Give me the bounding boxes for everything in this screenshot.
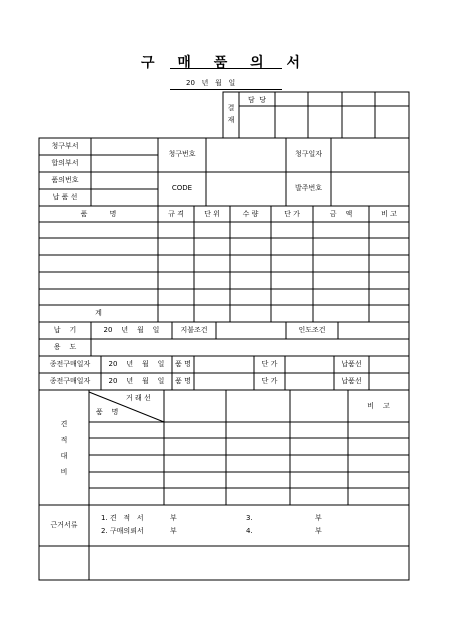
payment-terms-label: 지불조건	[180, 326, 208, 334]
deadline-value: 20 년 월 일	[103, 326, 160, 334]
header-spec: 규 격	[168, 210, 184, 218]
attachment-item: 2. 구매의뢰서	[101, 527, 144, 535]
item-name-header: 품 명	[96, 408, 119, 416]
prev-purchase-vendor-label: 납품선	[341, 360, 362, 368]
total-label: 계	[95, 309, 102, 317]
requesting-dept-label: 청구부서	[51, 142, 79, 150]
attachment-unit: 부	[170, 514, 177, 522]
request-date-label: 청구일자	[294, 150, 323, 158]
cooperating-dept-label: 합의부서	[51, 159, 79, 167]
prev-purchase-price-label: 단 가	[261, 377, 278, 385]
attachment-unit: 부	[315, 514, 322, 522]
attachment-item: 4.	[246, 527, 253, 535]
approval-role-label: 담 당	[248, 96, 266, 104]
quote-compare-side-label: 견 적 대 비	[60, 420, 68, 476]
order-no-label: 발주번호	[294, 184, 323, 192]
attachment-unit: 부	[170, 527, 177, 535]
prev-purchase-price-label: 단 가	[261, 360, 278, 368]
prev-purchase-vendor-label: 납품선	[341, 377, 362, 385]
vendor-header: 거 래 선	[126, 394, 151, 402]
date-line: 20 년 월 일	[186, 79, 236, 87]
approval-stamp-label: 결 재	[227, 104, 235, 124]
prev-purchase-date-label: 종전구매일자	[49, 360, 91, 368]
delivery-place-label: 납 품 선	[52, 193, 78, 201]
header-unit: 단 위	[204, 210, 220, 218]
prev-purchase-date-label: 종전구매일자	[49, 377, 91, 385]
prev-purchase-item-label: 품 명	[175, 377, 191, 385]
header-amount: 금 액	[329, 210, 353, 218]
prev-purchase-date-value: 20 년 월 일	[108, 360, 165, 368]
header-quantity: 수 량	[242, 210, 259, 218]
attachment-item: 3.	[246, 514, 253, 522]
document-title: 구 매 품 의 서	[140, 55, 310, 71]
code-label: CODE	[171, 184, 193, 192]
delivery-terms-label: 인도조건	[298, 326, 326, 334]
prev-purchase-item-label: 품 명	[175, 360, 191, 368]
purpose-label: 용 도	[53, 343, 77, 351]
proposal-no-label: 품의번호	[51, 176, 79, 184]
header-item-name: 품 명	[80, 210, 117, 218]
remarks-header: 비 고	[367, 402, 390, 410]
attachment-item: 1. 견 적 서	[101, 514, 144, 522]
attachment-unit: 부	[315, 527, 322, 535]
header-remarks: 비 고	[381, 210, 397, 218]
prev-purchase-date-value: 20 년 월 일	[108, 377, 165, 385]
header-unit-price: 단 가	[284, 210, 300, 218]
attachments-label: 근거서류	[50, 521, 78, 529]
request-no-label: 청구번호	[168, 150, 196, 158]
deadline-label: 납 기	[53, 326, 77, 334]
